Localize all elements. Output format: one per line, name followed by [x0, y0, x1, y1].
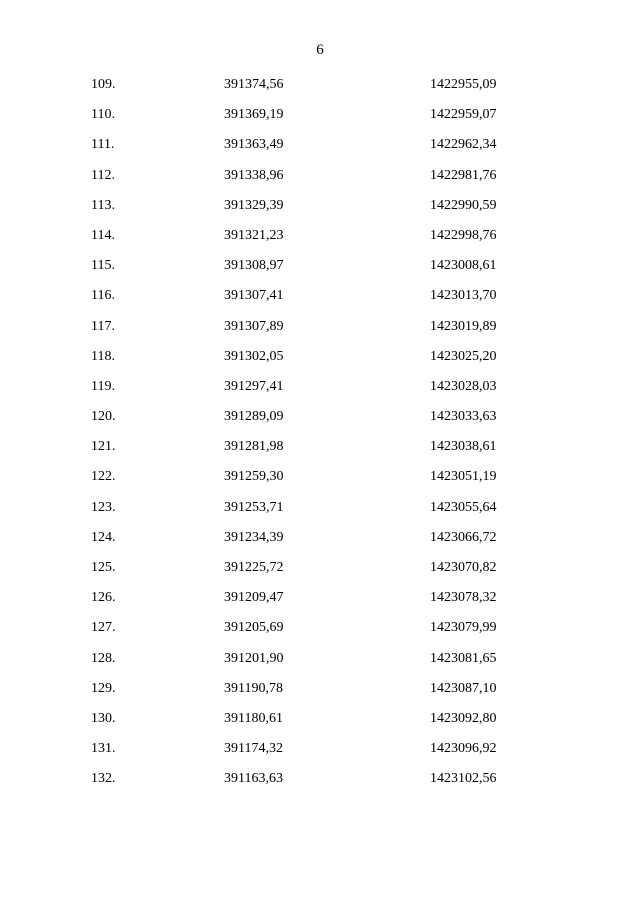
- table-row: [0, 347, 640, 377]
- table-row: [0, 135, 640, 165]
- point-number-cell: 115.: [91, 258, 115, 274]
- x-coordinate-cell: 391234,39: [224, 529, 284, 545]
- x-coordinate-cell: 391338,96: [224, 167, 284, 183]
- x-coordinate-cell: 391201,90: [224, 650, 284, 666]
- y-coordinate-cell: 1423092,80: [430, 710, 497, 726]
- point-number-cell: 121.: [91, 439, 116, 455]
- point-number-cell: 127.: [91, 620, 116, 636]
- table-row: [0, 649, 640, 679]
- y-coordinate-cell: 1422955,09: [430, 77, 497, 92]
- page-number: 6: [316, 42, 324, 58]
- y-coordinate-cell: 1423079,99: [430, 620, 497, 636]
- point-number-cell: 119.: [91, 378, 115, 394]
- point-number-cell: 129.: [91, 680, 116, 696]
- x-coordinate-cell: 391225,72: [224, 560, 284, 575]
- point-number-cell: 109.: [91, 77, 116, 92]
- table-row: [0, 528, 640, 558]
- table-row: [0, 769, 640, 799]
- x-coordinate-cell: 391163,63: [224, 771, 283, 787]
- x-coordinate-cell: 391307,89: [224, 318, 284, 334]
- x-coordinate-cell: 391308,97: [224, 258, 284, 274]
- y-coordinate-cell: 1423087,10: [430, 680, 497, 696]
- x-coordinate-cell: 391180,61: [224, 710, 283, 726]
- x-coordinate-cell: 391374,56: [224, 77, 284, 92]
- point-number-cell: 132.: [91, 771, 116, 787]
- table-row: [0, 105, 640, 135]
- x-coordinate-cell: 391281,98: [224, 439, 284, 455]
- x-coordinate-cell: 391209,47: [224, 590, 284, 606]
- point-number-cell: 124.: [91, 529, 116, 545]
- point-number-cell: 128.: [91, 650, 116, 666]
- table-row: [0, 196, 640, 226]
- x-coordinate-cell: 391289,09: [224, 409, 284, 425]
- point-number-cell: 117.: [91, 318, 115, 334]
- y-coordinate-cell: 1422962,34: [430, 137, 497, 153]
- y-coordinate-cell: 1423081,65: [430, 650, 497, 666]
- y-coordinate-cell: 1422998,76: [430, 227, 497, 243]
- y-coordinate-cell: 1422959,07: [430, 107, 497, 123]
- y-coordinate-cell: 1423051,19: [430, 469, 497, 485]
- table-row: [0, 679, 640, 709]
- x-coordinate-cell: 391302,05: [224, 348, 284, 364]
- table-row: [0, 166, 640, 196]
- y-coordinate-cell: 1423019,89: [430, 318, 497, 334]
- x-coordinate-cell: 391190,78: [224, 680, 283, 696]
- point-number-cell: 112.: [91, 167, 115, 183]
- table-row: [0, 498, 640, 528]
- y-coordinate-cell: 1422981,76: [430, 167, 497, 183]
- table-row: [0, 437, 640, 467]
- point-number-cell: 126.: [91, 590, 116, 606]
- x-coordinate-cell: 391321,23: [224, 227, 284, 243]
- y-coordinate-cell: 1423096,92: [430, 741, 497, 757]
- table-row: [0, 467, 640, 497]
- y-coordinate-cell: 1423028,03: [430, 378, 497, 394]
- point-number-cell: 110.: [91, 107, 115, 123]
- table-row: [0, 739, 640, 769]
- point-number-cell: 113.: [91, 197, 115, 213]
- y-coordinate-cell: 1423033,63: [430, 409, 497, 425]
- x-coordinate-cell: 391363,49: [224, 137, 284, 153]
- point-number-cell: 125.: [91, 560, 116, 575]
- y-coordinate-cell: 1423066,72: [430, 529, 497, 545]
- table-row: [0, 588, 640, 618]
- point-number-cell: 130.: [91, 710, 116, 726]
- x-coordinate-cell: 391369,19: [224, 107, 284, 123]
- table-row: [0, 407, 640, 437]
- point-number-cell: 131.: [91, 741, 116, 757]
- y-coordinate-cell: 1423078,32: [430, 590, 497, 606]
- table-row: [0, 709, 640, 739]
- x-coordinate-cell: 391307,41: [224, 288, 284, 304]
- y-coordinate-cell: 1423070,82: [430, 560, 497, 575]
- x-coordinate-cell: 391297,41: [224, 378, 284, 394]
- y-coordinate-cell: 1423055,64: [430, 499, 497, 515]
- table-row: [0, 226, 640, 256]
- y-coordinate-cell: 1423025,20: [430, 348, 497, 364]
- table-row: [0, 75, 640, 105]
- y-coordinate-cell: 1423013,70: [430, 288, 497, 304]
- x-coordinate-cell: 391253,71: [224, 499, 284, 515]
- table-row: [0, 317, 640, 347]
- point-number-cell: 120.: [91, 409, 116, 425]
- point-number-cell: 122.: [91, 469, 116, 485]
- table-row: [0, 558, 640, 588]
- y-coordinate-cell: 1422990,59: [430, 197, 497, 213]
- y-coordinate-cell: 1423102,56: [430, 771, 497, 787]
- x-coordinate-cell: 391259,30: [224, 469, 284, 485]
- coordinates-table: [0, 75, 640, 800]
- x-coordinate-cell: 391329,39: [224, 197, 284, 213]
- point-number-cell: 111.: [91, 137, 115, 153]
- point-number-cell: 116.: [91, 288, 115, 304]
- point-number-cell: 118.: [91, 348, 115, 364]
- point-number-cell: 123.: [91, 499, 116, 515]
- table-row: [0, 256, 640, 286]
- y-coordinate-cell: 1423008,61: [430, 258, 497, 274]
- table-row: [0, 618, 640, 648]
- point-number-cell: 114.: [91, 227, 115, 243]
- x-coordinate-cell: 391205,69: [224, 620, 284, 636]
- y-coordinate-cell: 1423038,61: [430, 439, 497, 455]
- table-row: [0, 377, 640, 407]
- table-row: [0, 286, 640, 316]
- x-coordinate-cell: 391174,32: [224, 741, 283, 757]
